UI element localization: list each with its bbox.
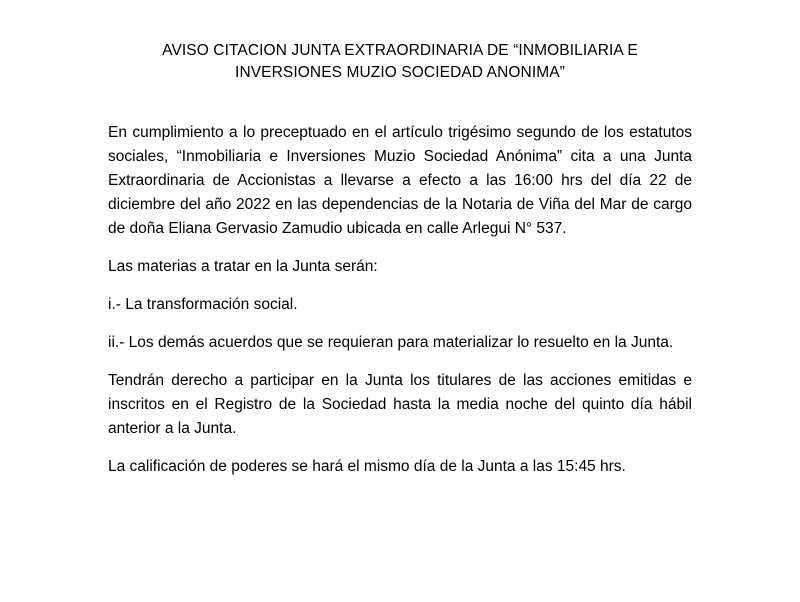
document-title: AVISO CITACION JUNTA EXTRAORDINARIA DE “INMOBILIARIA E INVERSIONES MUZIO SOCIEDAD ANONIMA” [162, 42, 638, 82]
paragraph-5: Tendrán derecho a participar en la Junta los titulares de las acciones emitidas e inscritos en el Registro de la Sociedad hasta la media noche del quinto día hábil anterior a la Junta. [108, 372, 692, 438]
document-body [0, 121, 800, 479]
paragraph-2: Las materias a tratar en la Junta serán: [108, 258, 378, 276]
paragraph-1: En cumplimiento a lo preceptuado en el artículo trigésimo segundo de los estatutos sociales, “Inmobiliaria e Inversiones Muzio Sociedad Anónima” cita a una Junta Extraordinaria de Accionistas a llevarse a efecto a las 16:00 hrs del día 22 de diciembre del año 2022 en las dependencias de la Notaria de Viña del Mar de cargo de doña Eliana Gervasio Zamudio ubicada en calle Arlegui N° 537. [108, 123, 692, 237]
paragraph-4: ii.- Los demás acuerdos que se requieran para materializar lo resuelto en la Junta. [108, 334, 674, 352]
paragraph-3: i.- La transformación social. [108, 296, 298, 314]
paragraph-6: La calificación de poderes se hará el mismo día de la Junta a las 15:45 hrs. [108, 458, 626, 476]
